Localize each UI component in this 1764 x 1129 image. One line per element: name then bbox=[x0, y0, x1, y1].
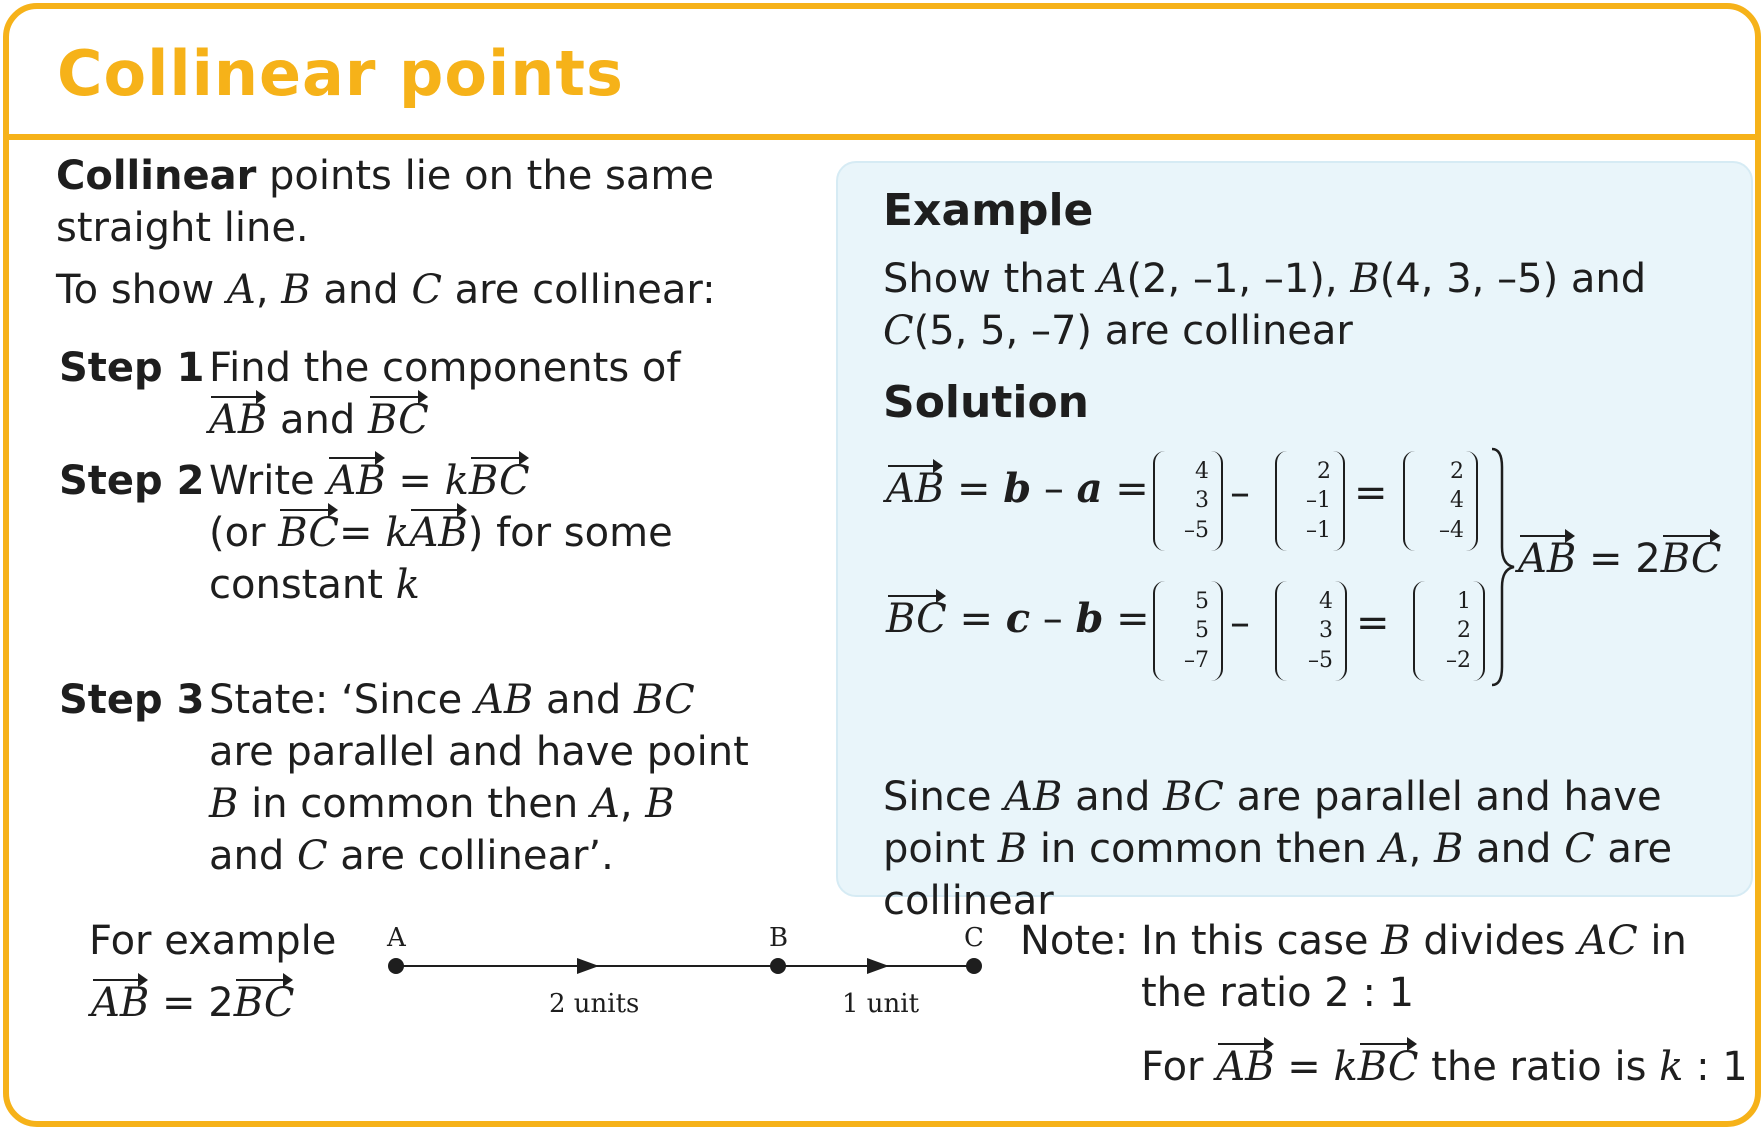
in-text: in bbox=[1637, 918, 1687, 964]
for-example-text: For example bbox=[89, 918, 337, 964]
content-box bbox=[3, 3, 1761, 1127]
column-vector-c bbox=[1153, 581, 1223, 681]
vector-b: b bbox=[1003, 465, 1032, 512]
point-a: A bbox=[1379, 826, 1409, 872]
equals: = bbox=[385, 458, 445, 504]
point-c-dot bbox=[966, 958, 982, 974]
segment-bc: BC bbox=[633, 677, 695, 723]
matrix-entry: 4 bbox=[1450, 488, 1464, 514]
vector-ab: AB bbox=[327, 455, 385, 507]
note-line-1 bbox=[1141, 915, 1687, 967]
constant-k: k bbox=[1659, 1044, 1684, 1090]
point-a: A bbox=[226, 267, 256, 313]
arrow-ab-icon bbox=[577, 958, 599, 974]
constant-k: k bbox=[1333, 1044, 1358, 1090]
comma: , bbox=[255, 267, 282, 313]
step-1-label: Step 1 bbox=[59, 345, 205, 391]
equals: = bbox=[1274, 1044, 1334, 1090]
step-2-label: Step 2 bbox=[59, 458, 205, 504]
equals: = bbox=[946, 596, 1006, 642]
and-text: and bbox=[1463, 826, 1565, 872]
and-text: and bbox=[1062, 774, 1164, 820]
minus: – bbox=[1031, 466, 1077, 512]
equals: = bbox=[1103, 596, 1150, 642]
in-this-case-text: In this case bbox=[1141, 918, 1382, 964]
ratio-text: the ratio is bbox=[1418, 1044, 1660, 1090]
term-collinear: Collinear bbox=[56, 153, 257, 199]
write-text: Write bbox=[209, 458, 328, 504]
point-b: B bbox=[1350, 256, 1380, 302]
and-text: and bbox=[209, 833, 297, 879]
point-a: A bbox=[590, 781, 620, 827]
vector-bc: BC bbox=[278, 507, 339, 559]
minus-sign: – bbox=[1230, 600, 1250, 646]
constant-k: k bbox=[444, 458, 469, 504]
vector-ab: AB bbox=[209, 394, 267, 446]
are-collinear-text: are collinear: bbox=[441, 267, 716, 313]
page-title: Collinear points bbox=[57, 37, 624, 110]
equals-two: = 2 bbox=[149, 980, 234, 1026]
intro-text: points lie on the same bbox=[256, 153, 714, 199]
matrix-entry: 2 bbox=[1317, 459, 1331, 485]
comma: , bbox=[619, 781, 646, 827]
vector-b: b bbox=[1075, 595, 1104, 642]
vector-ab: AB bbox=[1518, 533, 1576, 585]
matrix-entry: 3 bbox=[1195, 488, 1209, 514]
parallel-text: are parallel and have bbox=[1223, 774, 1662, 820]
show-that-text: Show that bbox=[883, 256, 1098, 302]
equals-sign: = bbox=[1356, 600, 1390, 646]
comma: , bbox=[1408, 826, 1435, 872]
step-3-line-4 bbox=[209, 830, 614, 882]
column-vector-b-2 bbox=[1275, 581, 1347, 681]
coords-a: (2, –1, –1), bbox=[1126, 256, 1351, 302]
matrix-entry: 1 bbox=[1457, 589, 1471, 615]
segment-ab-length: 2 units bbox=[549, 989, 640, 1019]
constant-k: k bbox=[395, 562, 420, 608]
vector-bc: BC bbox=[886, 593, 947, 645]
matrix-entry: –4 bbox=[1439, 517, 1464, 543]
intro-line-1 bbox=[56, 150, 714, 202]
example-question-line-1 bbox=[883, 253, 1646, 305]
matrix-entry: –1 bbox=[1306, 488, 1331, 514]
matrix-entry: 5 bbox=[1195, 589, 1209, 615]
point-a-dot bbox=[388, 958, 404, 974]
equals: = bbox=[944, 466, 1004, 512]
equals: = bbox=[1102, 466, 1149, 512]
matrix-entry: 4 bbox=[1195, 459, 1209, 485]
note-label: Note: bbox=[1020, 918, 1129, 964]
point-c: C bbox=[296, 833, 328, 879]
matrix-entry: –5 bbox=[1308, 647, 1333, 673]
example-panel bbox=[836, 161, 1753, 924]
result-equation bbox=[1518, 533, 1721, 585]
example-question-line-2 bbox=[883, 305, 1353, 357]
vector-bc: BC bbox=[368, 394, 429, 446]
coords-b: (4, 3, –5) and bbox=[1379, 256, 1647, 302]
point-c: C bbox=[411, 267, 442, 313]
are-collinear-text: are collinear’. bbox=[327, 833, 614, 879]
for-example-equation bbox=[91, 977, 294, 1029]
bc-equation-lhs bbox=[886, 593, 1150, 645]
step-1-line-1: Find the components of bbox=[209, 345, 681, 391]
matrix-entry: –1 bbox=[1306, 517, 1331, 543]
to-show-text: To show bbox=[56, 267, 227, 313]
vector-ab: AB bbox=[1216, 1041, 1274, 1093]
in-common-text: in common then bbox=[1027, 826, 1380, 872]
step-2-line-1 bbox=[209, 455, 530, 507]
equals-two: = 2 bbox=[1576, 536, 1661, 582]
matrix-entry: –7 bbox=[1184, 647, 1209, 673]
ratio-one-text: : 1 bbox=[1683, 1044, 1748, 1090]
equals-sign: = bbox=[1354, 470, 1388, 516]
point-b: B bbox=[997, 826, 1028, 872]
constant-text: constant bbox=[209, 562, 396, 608]
point-c: C bbox=[883, 308, 914, 354]
point-b: B bbox=[645, 781, 675, 827]
vector-c: c bbox=[1005, 595, 1031, 642]
matrix-entry: –5 bbox=[1184, 517, 1209, 543]
point-c-label: C bbox=[964, 923, 984, 953]
segment-ab: AB bbox=[1004, 774, 1063, 820]
matrix-entry: –2 bbox=[1446, 647, 1471, 673]
and-text: and bbox=[310, 267, 412, 313]
matrix-entry: 3 bbox=[1319, 618, 1333, 644]
column-vector-a bbox=[1275, 451, 1345, 551]
step-3-line-3 bbox=[209, 778, 675, 830]
vector-bc: BC bbox=[1358, 1041, 1419, 1093]
matrix-entry: 2 bbox=[1457, 618, 1471, 644]
segment-ab: AB bbox=[474, 677, 534, 723]
note-line-2: the ratio 2 : 1 bbox=[1141, 970, 1415, 1016]
column-vector-b bbox=[1153, 451, 1223, 551]
constant-k: k bbox=[385, 510, 410, 556]
segment-ac: AC bbox=[1578, 918, 1638, 964]
vector-bc: BC bbox=[234, 977, 295, 1029]
column-vector-ab-result bbox=[1403, 451, 1478, 551]
step-3-label: Step 3 bbox=[59, 677, 205, 723]
step-3-line-2: are parallel and have point bbox=[209, 729, 749, 775]
since-line-2 bbox=[883, 823, 1672, 875]
point-a: A bbox=[1097, 256, 1127, 302]
matrix-entry: 4 bbox=[1319, 589, 1333, 615]
are-text: are bbox=[1594, 826, 1673, 872]
minus: – bbox=[1030, 596, 1076, 642]
point-b: B bbox=[209, 781, 239, 827]
point-a-label: A bbox=[387, 923, 406, 953]
minus-sign: – bbox=[1230, 470, 1250, 516]
example-heading: Example bbox=[883, 185, 1094, 236]
note-line-3 bbox=[1141, 1041, 1748, 1093]
point-b-dot bbox=[770, 958, 786, 974]
equals: = bbox=[339, 510, 386, 556]
point-b-label: B bbox=[769, 923, 789, 953]
coords-c: (5, 5, –7) are collinear bbox=[913, 308, 1353, 354]
right-brace-icon bbox=[1488, 447, 1518, 687]
since-line-1 bbox=[883, 771, 1662, 823]
vector-ab: AB bbox=[409, 507, 467, 559]
and-text: and bbox=[267, 397, 368, 443]
vector-bc: BC bbox=[1661, 533, 1722, 585]
vector-bc: BC bbox=[469, 455, 530, 507]
point-c: C bbox=[1564, 826, 1595, 872]
point-b: B bbox=[1381, 918, 1411, 964]
vector-ab: AB bbox=[91, 977, 149, 1029]
segment-bc-length: 1 unit bbox=[842, 989, 920, 1019]
segment-bc: BC bbox=[1163, 774, 1224, 820]
step-1-line-2 bbox=[209, 394, 429, 446]
in-common-text: in common then bbox=[238, 781, 591, 827]
since-text: Since bbox=[883, 774, 1005, 820]
step-2-line-3 bbox=[209, 559, 420, 611]
solution-heading: Solution bbox=[883, 377, 1089, 428]
vector-a: a bbox=[1076, 465, 1103, 512]
point-b: B bbox=[281, 267, 311, 313]
or-text: (or bbox=[209, 510, 279, 556]
column-vector-bc-result bbox=[1413, 581, 1485, 681]
since-line-3: collinear bbox=[883, 878, 1054, 924]
ab-equation-lhs bbox=[886, 463, 1149, 515]
step-2-line-2 bbox=[209, 507, 673, 559]
intro-line-2: straight line. bbox=[56, 205, 309, 251]
vector-ab: AB bbox=[886, 463, 944, 515]
for-text: For bbox=[1141, 1044, 1217, 1090]
step-3-line-1 bbox=[209, 674, 695, 726]
for-some-text: ) for some bbox=[467, 510, 673, 556]
matrix-entry: 2 bbox=[1450, 459, 1464, 485]
point-text: point bbox=[883, 826, 998, 872]
state-text: State: ‘Since bbox=[209, 677, 475, 723]
to-show-line bbox=[56, 264, 716, 316]
point-b: B bbox=[1434, 826, 1464, 872]
matrix-entry: 5 bbox=[1195, 618, 1209, 644]
arrow-bc-icon bbox=[867, 958, 889, 974]
divides-text: divides bbox=[1410, 918, 1579, 964]
title-divider bbox=[9, 134, 1755, 140]
and-text: and bbox=[533, 677, 634, 723]
